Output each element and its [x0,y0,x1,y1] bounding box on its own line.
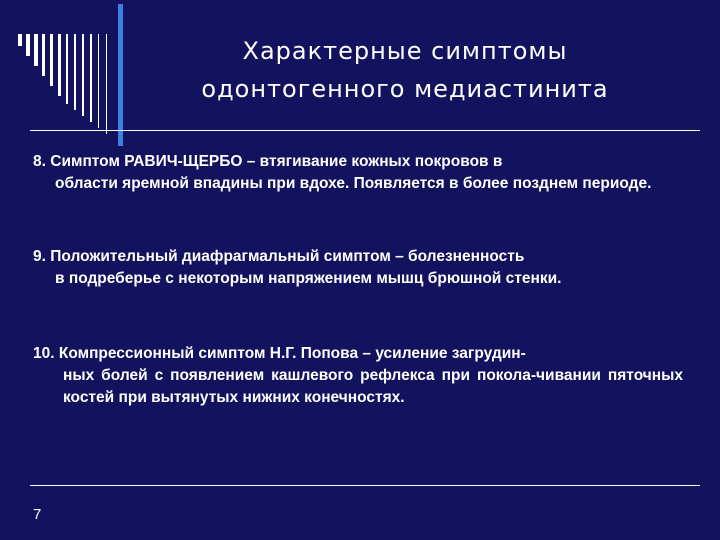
symptom-description: области яремной впадины при вдохе. Появляется в более позднем периоде. [55,175,652,192]
deco-bar [42,34,45,76]
deco-bar [18,34,22,46]
item-number: 9. [33,248,46,265]
deco-bar [34,34,38,66]
symptom-description: ных болей с появлением кашлевого рефлекса при покола-чивании пяточных костей при вытянутых нижних конечностях. [63,367,683,406]
symptom-description-start: – болезненность [390,248,525,265]
item-number: 8. [33,153,46,170]
page-number: 7 [33,506,42,523]
symptom-term: Компрессионный симптом Н.Г. Попова [58,345,359,362]
item-number: 10. [33,345,55,362]
deco-bar [90,34,92,122]
deco-bar [26,34,30,56]
deco-bar [106,34,107,134]
deco-bar [50,34,53,86]
deco-bar [74,34,76,110]
symptom-description-start: – втягивание кожных покровов в [242,153,503,170]
symptom-item-9 [33,246,683,290]
title-divider [30,130,700,131]
symptom-item-10 [33,343,683,409]
deco-bar [82,34,84,116]
symptom-description-start: – усиление загрудин- [358,345,526,362]
symptom-term: Симптом РАВИЧ-ЩЕРБО [50,153,243,170]
deco-bar [98,34,99,128]
symptom-item-8 [33,151,683,195]
deco-bar [66,34,68,104]
deco-bar-accent [118,4,123,146]
slide-title-line-1: Характерные симптомы [242,37,568,65]
footer-divider [30,485,700,486]
slide-title [140,32,670,108]
symptom-term: Положительный диафрагмальный симптом [50,248,391,265]
symptom-description: в подреберье с некоторым напряжением мышц брюшной стенки. [55,270,562,287]
deco-bar [58,34,61,96]
slide-title-line-2: одонтогенного медиастинита [201,75,609,103]
